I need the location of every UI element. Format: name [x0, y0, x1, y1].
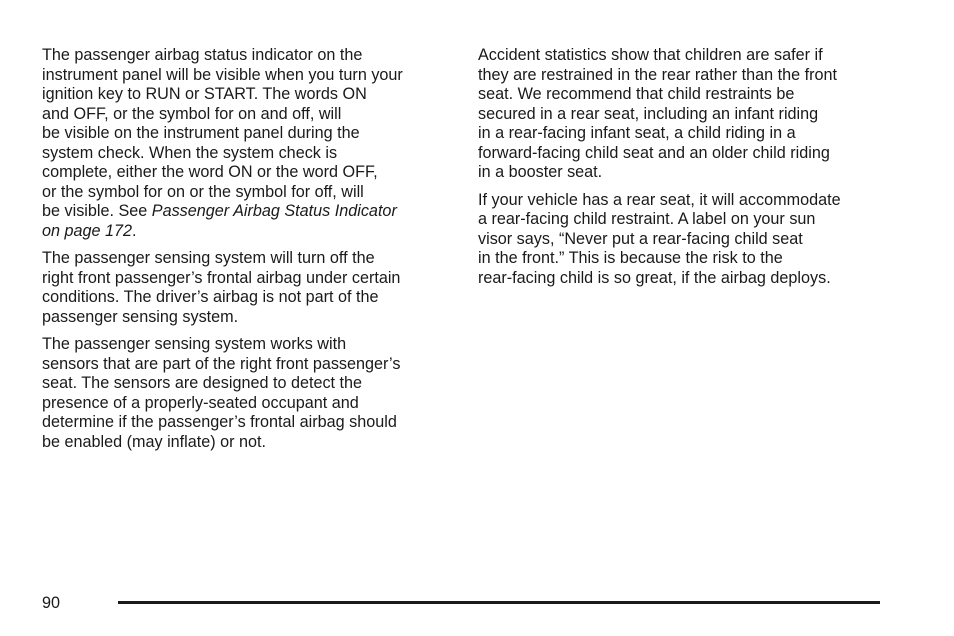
cross-reference-link[interactable]: Passenger Airbag Status Indicator	[151, 202, 397, 220]
text-line: seat. The sensors are designed to detect the	[42, 374, 363, 392]
text-line: The passenger airbag status indicator on the	[42, 46, 363, 64]
text-line: system check. When the system check is	[42, 143, 338, 162]
text-line: complete, either the word ON or the word OFF,	[42, 163, 378, 181]
text-line: seat. We recommend that child restraints be	[478, 85, 795, 103]
cross-reference-page[interactable]: on page 172	[42, 221, 133, 240]
text-line: be enabled (may inflate) or not.	[42, 432, 267, 451]
text-line: rear-facing child is so great, if the airbag deploys.	[478, 268, 831, 287]
text-line: they are restrained in the rear rather than the front	[478, 65, 838, 84]
text-line: Accident statistics show that children are safer if	[478, 46, 823, 64]
text-line: in a booster seat.	[478, 163, 603, 181]
text-line: be visible on the instrument panel during the	[42, 124, 360, 142]
text-fragment: .	[132, 221, 137, 240]
text-line: If your vehicle has a rear seat, it will accommodate	[478, 190, 841, 209]
text-line: or the symbol for on or the symbol for off, will	[42, 182, 364, 201]
text-line	[42, 222, 452, 242]
text-line: presence of a properly-seated occupant and	[42, 393, 359, 412]
paragraph-status-indicator	[42, 46, 452, 241]
text-line: and OFF, or the symbol for on and off, will	[42, 104, 342, 123]
text-line: right front passenger’s frontal airbag under certain	[42, 268, 401, 287]
footer-rule	[118, 601, 880, 604]
text-line: in the front.” This is because the risk to the	[478, 249, 783, 267]
text-line: conditions. The driver’s airbag is not part of the	[42, 288, 379, 306]
text-line: visor says, “Never put a rear-facing child seat	[478, 229, 803, 248]
text-line: instrument panel will be visible when you turn your	[42, 65, 403, 84]
text-line: The passenger sensing system works with	[42, 335, 347, 353]
text-line: a rear-facing child restraint. A label on your sun	[478, 210, 816, 228]
text-line: The passenger sensing system will turn off the	[42, 249, 375, 267]
text-line: passenger sensing system.	[42, 307, 239, 326]
text-line: in a rear-facing infant seat, a child riding in a	[478, 124, 796, 142]
text-line: sensors that are part of the right front passenger’s	[42, 354, 401, 373]
text-line: determine if the passenger’s frontal airbag should	[42, 413, 397, 431]
page-number: 90	[42, 594, 61, 612]
paragraph-sensors	[42, 335, 452, 452]
text-line: secured in a rear seat, including an infant riding	[478, 104, 819, 123]
text-line: forward-facing child seat and an older child riding	[478, 143, 830, 162]
paragraph-rear-seat	[478, 191, 898, 289]
page-footer	[42, 593, 880, 617]
text-fragment: be visible. See	[42, 202, 152, 220]
text-line: ignition key to RUN or START. The words ON	[42, 85, 367, 103]
left-column	[42, 46, 452, 460]
paragraph-sensing-system-off	[42, 249, 452, 327]
text-line	[42, 202, 452, 222]
paragraph-accident-statistics	[478, 46, 898, 183]
right-column	[478, 46, 898, 296]
